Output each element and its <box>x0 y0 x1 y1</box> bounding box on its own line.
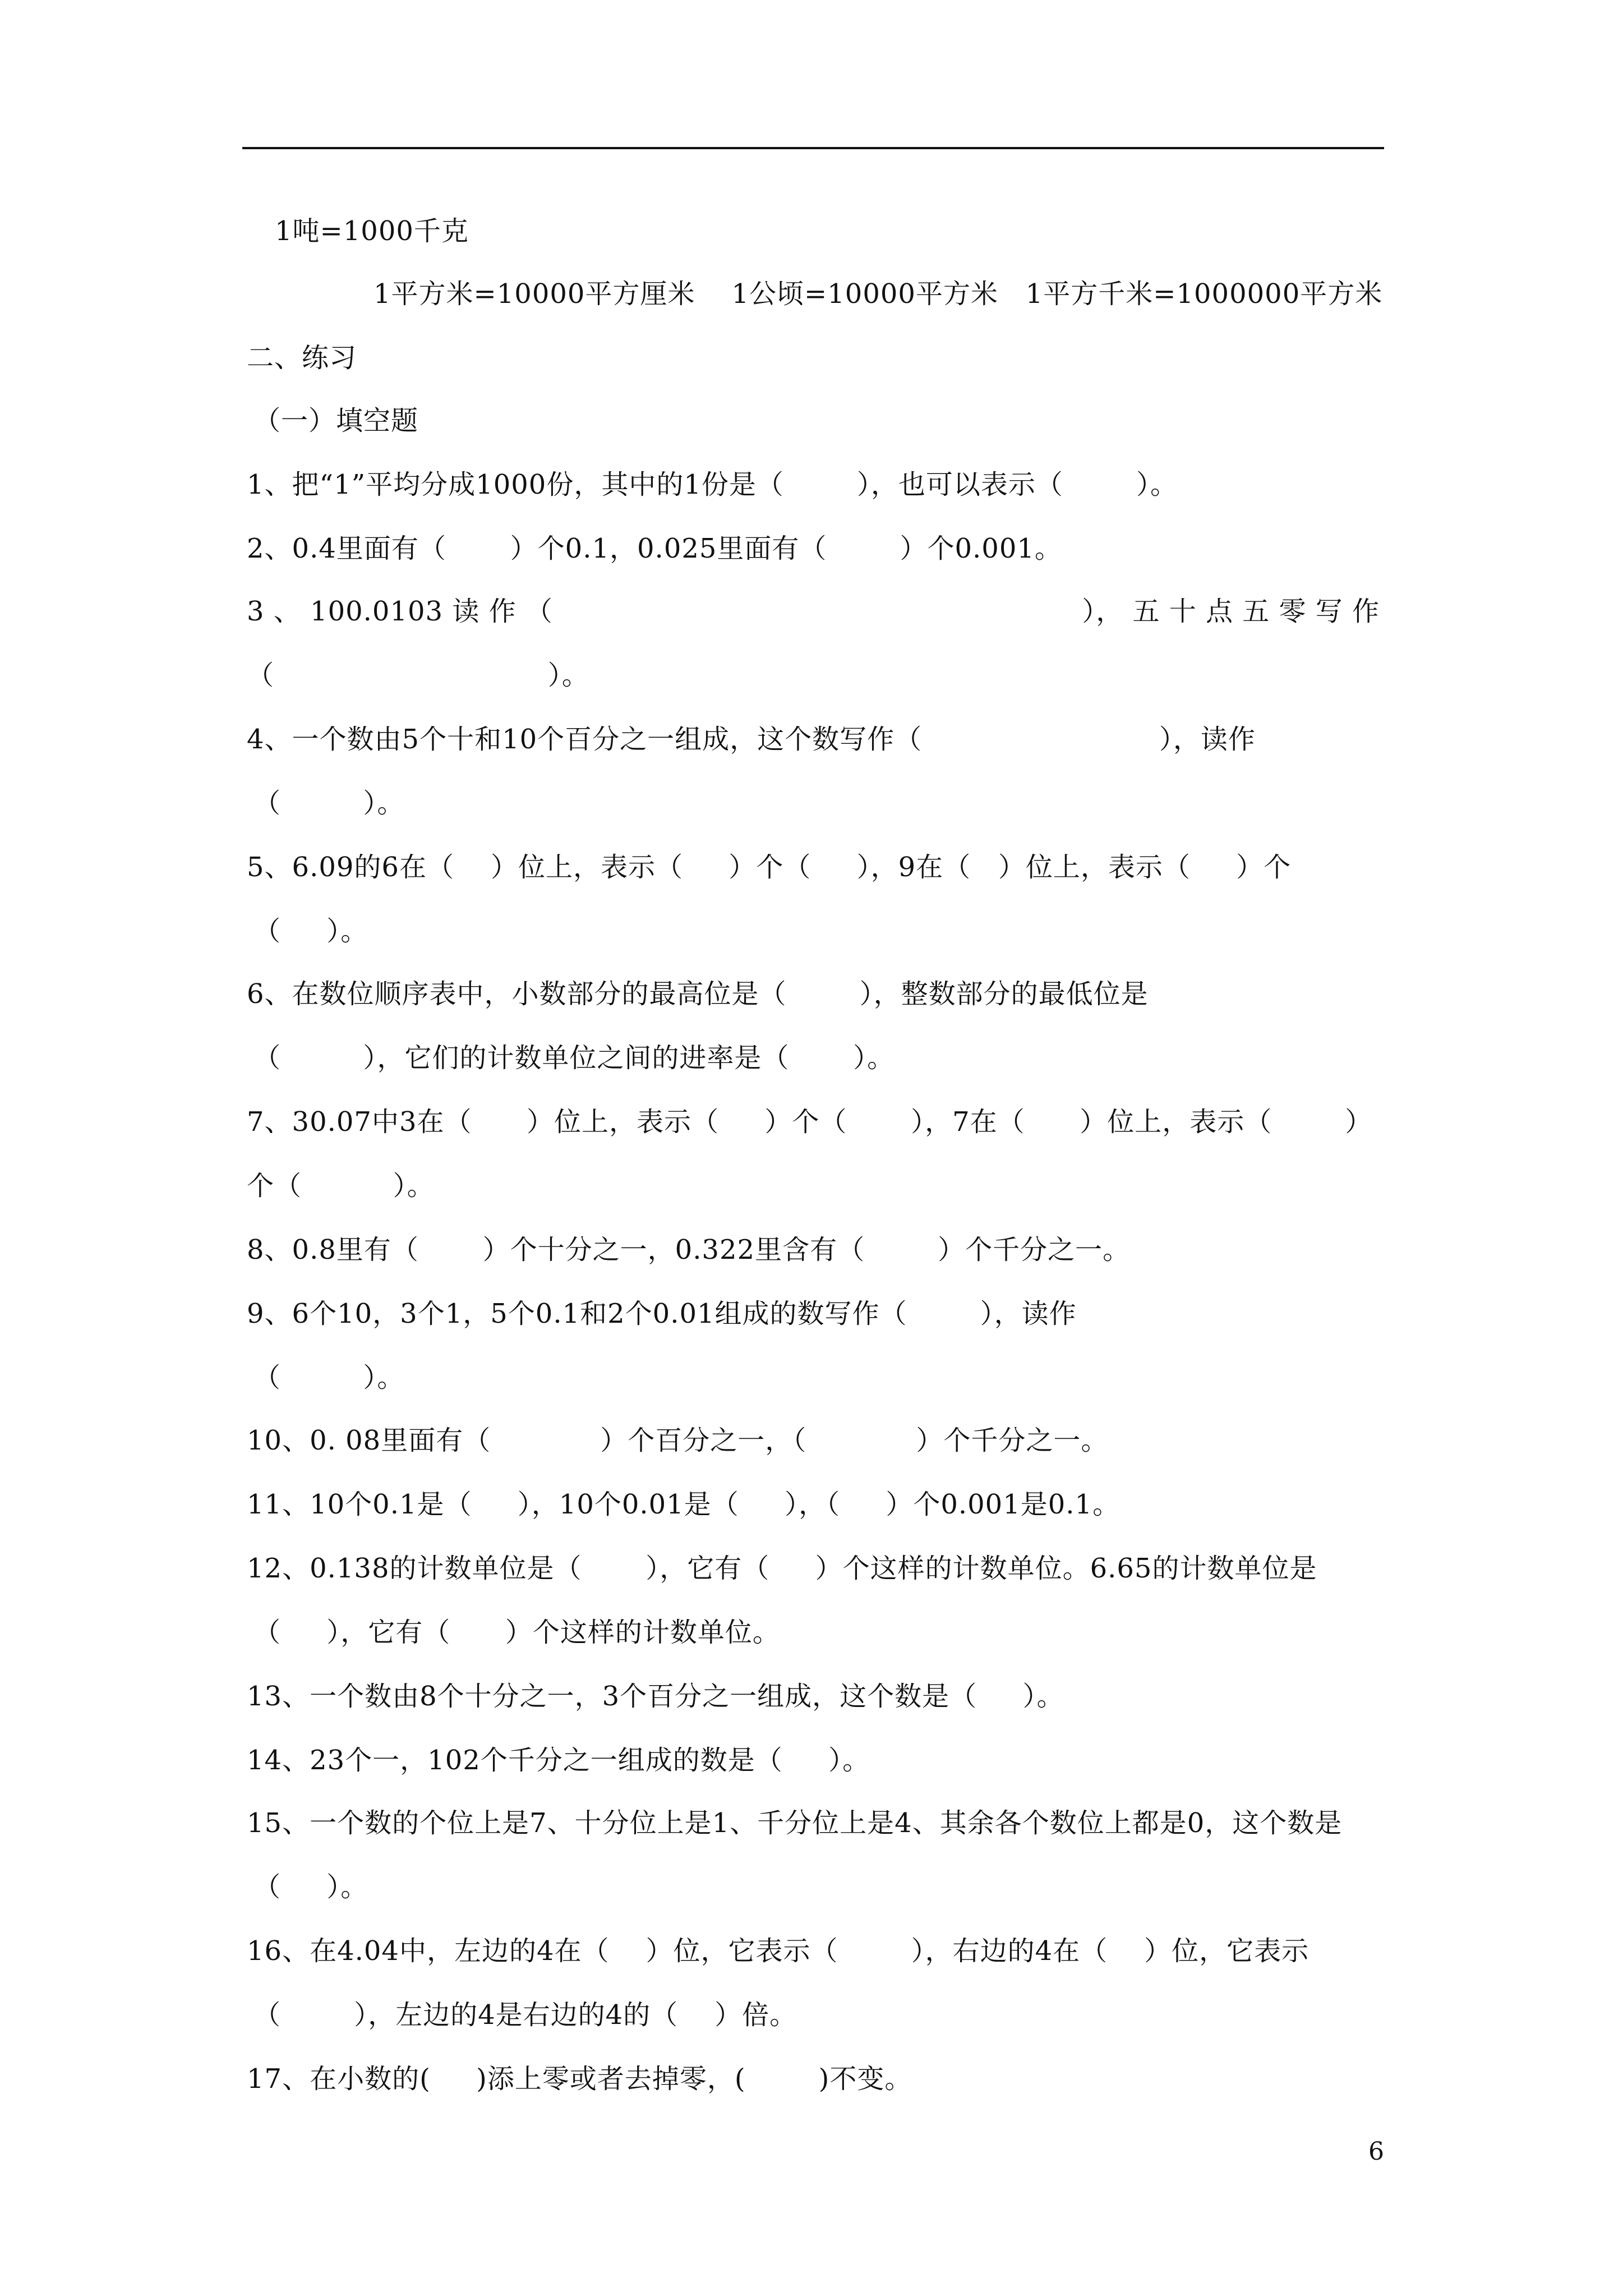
question-9-line-2: （ ）。 <box>253 1362 405 1393</box>
question-4-line-2: （ ）。 <box>253 788 405 819</box>
question-15-line-1: 15、一个数的个位上是7、十分位上是1、千分位上是4、其余各个数位上都是0，这个数是 <box>247 1807 1343 1839</box>
question-6-line-1: 6、在数位顺序表中，小数部分的最高位是（ ），整数部分的最低位是 <box>247 978 1149 1010</box>
question-16-line-1: 16、在4.04中，左边的4在（ ）位，它表示（ ），右边的4在（ ）位，它表示 <box>247 1935 1310 1967</box>
header-rule <box>242 147 1384 149</box>
question-5-line-2: （ ）。 <box>253 915 368 947</box>
question-17: 17、在小数的( )添上零或者去掉零，( )不变。 <box>247 2063 912 2095</box>
question-3-line-1 <box>247 595 1380 628</box>
question-10: 10、0. 08里面有（ ）个百分之一，（ ）个千分之一。 <box>247 1425 1109 1456</box>
question-11: 11、10个0.1是（ ），10个0.01是（ ），（ ）个0.001是0.1。 <box>247 1489 1121 1520</box>
question-3-line-2: （ ）。 <box>247 660 589 691</box>
question-9-line-1: 9、6个10，3个1，5个0.1和2个0.01组成的数写作（ ），读作 <box>247 1298 1077 1329</box>
question-3-part-1: 3 、 100.0103 读 作 （ <box>247 596 553 627</box>
section-subtitle: （一）填空题 <box>253 405 419 436</box>
question-7-line-2: 个（ ）。 <box>247 1170 435 1202</box>
question-8: 8、0.8里有（ ）个十分之一，0.322里含有（ ）个千分之一。 <box>247 1234 1131 1266</box>
question-16-line-2: （ ），左边的4是右边的4的（ ）倍。 <box>253 1999 797 2031</box>
question-13: 13、一个数由8个十分之一，3个百分之一组成，这个数是（ ）。 <box>247 1681 1064 1712</box>
unit-conversion-mass: 1吨=1000千克 <box>275 215 469 247</box>
section-title: 二、练习 <box>247 342 357 374</box>
question-14: 14、23个一，102个千分之一组成的数是（ ）。 <box>247 1745 870 1776</box>
question-15-line-2: （ ）。 <box>253 1871 368 1903</box>
question-2: 2、0.4里面有（ ）个0.1，0.025里面有（ ）个0.001。 <box>247 533 1062 564</box>
question-4-line-1: 4、一个数由5个十和10个百分之一组成，这个数写作（ ），读作 <box>247 724 1256 755</box>
question-1: 1、把“1”平均分成1000份，其中的1份是（ ），也可以表示（ ）。 <box>247 469 1178 500</box>
question-12-line-2: （ ），它有（ ）个这样的计数单位。 <box>253 1617 780 1648</box>
question-6-line-2: （ ），它们的计数单位之间的进率是（ ）。 <box>253 1042 895 1074</box>
unit-conversion-area: 1平方米=10000平方厘米 1公顷=10000平方米 1平方千米=1000000平方米 <box>374 278 1383 310</box>
question-5-line-1: 5、6.09的6在（ ）位上，表示（ ）个（ ），9在（ ）位上，表示（ ）个 <box>247 852 1292 883</box>
question-12-line-1: 12、0.138的计数单位是（ ），它有（ ）个这样的计数单位。6.65的计数单位是 <box>247 1553 1317 1584</box>
page-number: 6 <box>1368 2137 1384 2166</box>
question-7-line-1: 7、30.07中3在（ ）位上，表示（ ）个（ ），7在（ ）位上，表示（ ） <box>247 1106 1373 1138</box>
question-3-part-2: ）， 五 十 点 五 零 写 作 <box>1082 596 1380 627</box>
